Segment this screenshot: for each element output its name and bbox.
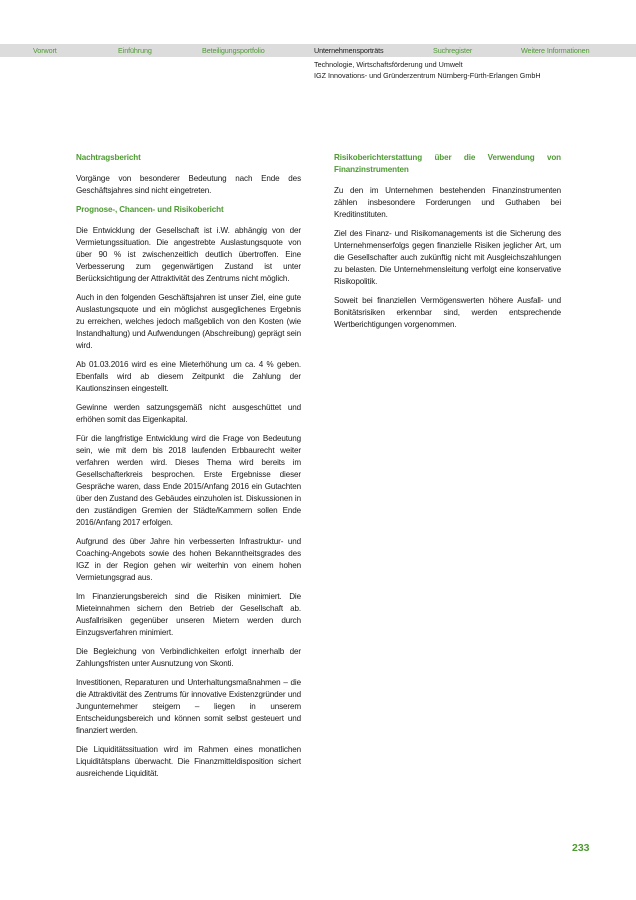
paragraph: Soweit bei finanziellen Vermögenswerten höhere Ausfall- und Bonitätsrisiken erkennbar sind, werden entsprechende Wertberichtigungen vorgenommen.	[334, 295, 561, 329]
paragraph: Ab 01.03.2016 wird es eine Mieterhöhung um ca. 4 % geben. Ebenfalls wird ab diesem Zeitpunkt die Zahlung der Kautionszinsen eingestellt.	[76, 359, 301, 393]
paragraph: Aufgrund des über Jahre hin verbesserten Infrastruktur- und Coaching-Angebots sowie des hohen Bekanntheitsgrades des IGZ in der Region gehen wir weiterhin von einem hohen Vermietungsgrad aus.	[76, 536, 301, 582]
nav-weitere-informationen[interactable]: Weitere Informationen	[521, 46, 590, 55]
nav-beteiligungsportfolio[interactable]: Beteiligungsportfolio	[202, 46, 265, 55]
heading-prognosebericht: Prognose-, Chancen- und Risikobericht	[76, 205, 224, 215]
right-column	[334, 152, 561, 338]
section-subheader	[314, 60, 541, 81]
heading-risikoberichterstattung: Risikoberichterstattung über die Verwendung von Finanzinstrumenten	[334, 153, 561, 174]
paragraph: Investitionen, Reparaturen und Unterhaltungsmaßnahmen – die die Attraktivität des Zentrums für innovative Existenzgründer und Jungunternehmer steigern – liegen in unserem Entscheidungsbereich und können somit selbst gesteuert und finanziert werden.	[76, 678, 301, 735]
nav-suchregister[interactable]: Suchregister	[433, 46, 473, 55]
paragraph: Die Begleichung von Verbindlichkeiten erfolgt innerhalb der Zahlungsfristen unter Ausnutzung von Skonti.	[76, 646, 301, 668]
paragraph: Für die langfristige Entwicklung wird die Frage von Bedeutung sein, wie mit dem bis 2018 laufenden Erbbaurecht weiter verfahren werden wird. Dieses Thema wird bereits im Gesellschafterkreis besprochen. Erste Ergebnisse dieser Gespräche waren, dass Ende 2015/Anfang 2016 ein Gutachten über den Zustand des Gebäudes einzuholen ist. Diskussionen in den zuständigen Gremien der Städte/Kammern sollen Ende 2016/Anfang 2017 erfolgen.	[76, 434, 301, 527]
paragraph: Die Entwicklung der Gesellschaft ist i.W. abhängig von der Vermietungssituation. Die angestrebte Auslastungsquote von über 90 % ist zwischenzeitlich deutlich übertroffen. Eine Verbesserung zum gegenwärtigen Zustand ist unter Berücksichtigung der Attraktivität des Zentrums nicht möglich.	[76, 226, 301, 283]
left-column	[76, 152, 301, 787]
heading-nachtragsbericht: Nachtragsbericht	[76, 153, 141, 162]
paragraph: Auch in den folgenden Geschäftsjahren ist unser Ziel, eine gute Auslastungsquote und ein möglichst ausgeglichenes Ergebnis zu erreichen, welches jedoch maßgeblich von den Kosten (wie Instandhaltung) und Aufwendungen (Abschreibung) geprägt sein wird.	[76, 292, 301, 350]
paragraph: Die Liquiditätssituation wird im Rahmen eines monatlichen Liquiditätsplans überwacht. Die Finanzmitteldisposition sichert ausreichende Liquidität.	[76, 744, 301, 778]
paragraph: Gewinne werden satzungsgemäß nicht ausgeschüttet und erhöhen somit das Eigenkapital.	[76, 402, 301, 424]
page-number: 233	[572, 842, 590, 854]
paragraph: Ziel des Finanz- und Risikomanagements ist die Sicherung des Unternehmenserfolgs gegen finanzielle Risiken jeglicher Art, um die Gesellschafter auch zukünftig nicht mit Ausgleichszahlungen zu belasten. Die Unternehmensleitung verfolgt eine konservative Risikopolitik.	[334, 228, 561, 286]
subheader-category: Technologie, Wirtschaftsförderung und Umwelt	[314, 60, 463, 69]
paragraph: Zu den im Unternehmen bestehenden Finanzinstrumenten zählen insbesondere Forderungen und Guthaben bei Kreditinstituten.	[334, 185, 561, 219]
nav-einfuehrung[interactable]: Einführung	[118, 46, 152, 55]
nav-vorwort[interactable]: Vorwort	[33, 46, 57, 55]
paragraph: Vorgänge von besonderer Bedeutung nach Ende des Geschäftsjahres sind nicht eingetreten.	[76, 173, 301, 195]
paragraph: Im Finanzierungsbereich sind die Risiken minimiert. Die Mieteinnahmen sichern den Betrieb der Gesellschaft ab. Ausfallrisiken gegenüber unseren Mietern werden durch Einzugsverfahren minimiert.	[76, 591, 301, 637]
nav-unternehmensportraets[interactable]: Unternehmensporträts	[314, 46, 384, 55]
subheader-company: IGZ Innovations- und Gründerzentrum Nürnberg-Fürth-Erlangen GmbH	[314, 70, 541, 80]
top-navigation	[0, 44, 636, 57]
